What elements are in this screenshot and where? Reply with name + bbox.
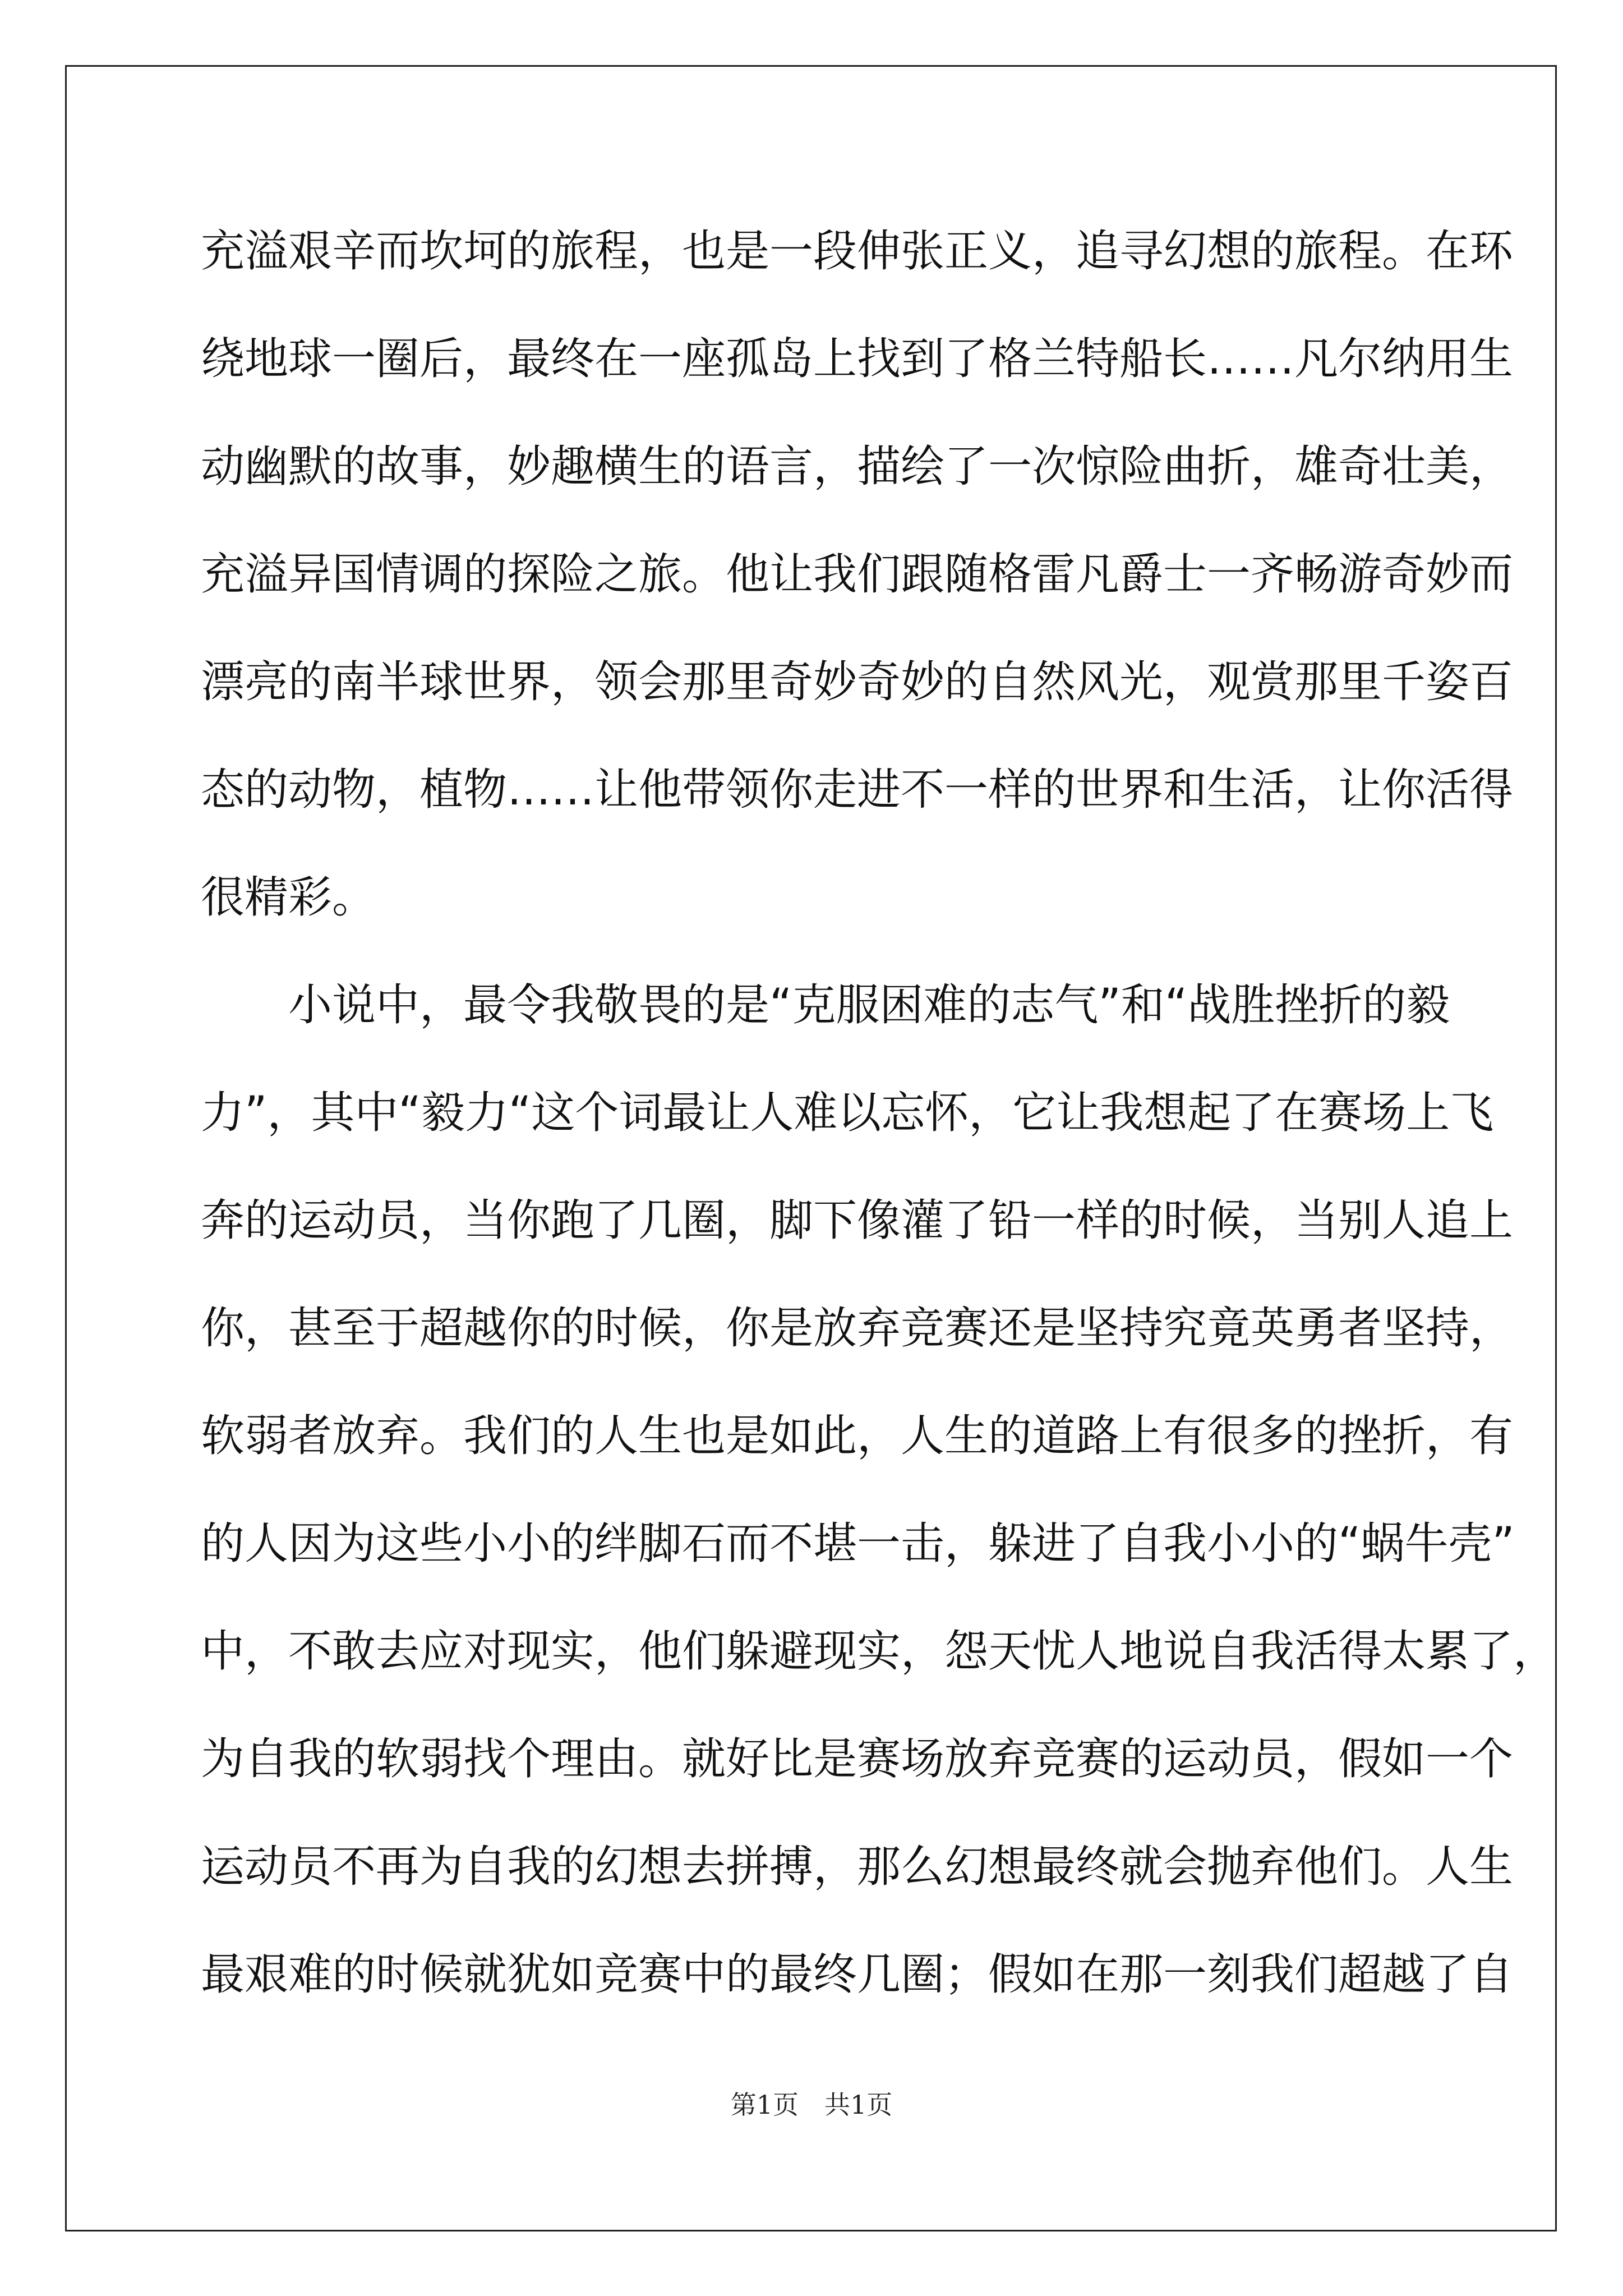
text-line: 动幽默的故事，妙趣横生的语言，描绘了一次惊险曲折，雄奇壮美，	[201, 441, 1514, 492]
text-line: 为自我的软弱找个理由。就好比是赛场放弃竞赛的运动员，假如一个	[201, 1734, 1514, 1784]
text-line: 的人因为这些小小的绊脚石而不堪一击，躲进了自我小小的“蜗牛壳”	[201, 1519, 1515, 1569]
page-number: 第1页 共1页	[730, 2090, 893, 2120]
text-line: 漂亮的南半球世界，领会那里奇妙奇妙的自然风光，观赏那里千姿百	[201, 657, 1514, 707]
text-line: 小说中，最令我敬畏的是“克服困难的志气”和“战胜挫折的毅	[288, 980, 1450, 1030]
text-line: 最艰难的时候就犹如竞赛中的最终几圈；假如在那一刻我们超越了自	[201, 1949, 1514, 2000]
document-body	[201, 218, 1557, 2049]
text-line: 充溢艰辛而坎坷的旅程，也是一段伸张正义，追寻幻想的旅程。在环	[201, 226, 1514, 277]
text-line: 运动员不再为自我的幻想去拼搏，那么幻想最终就会抛弃他们。人生	[201, 1842, 1514, 1892]
text-line: 很精彩。	[201, 872, 376, 923]
text-line: 你，甚至于超越你的时候，你是放弃竞赛还是坚持究竟英勇者坚持，	[201, 1303, 1514, 1354]
paragraph-2	[201, 972, 1557, 2049]
text-line: 充溢异国情调的探险之旅。他让我们跟随格雷凡爵士一齐畅游奇妙而	[201, 549, 1514, 600]
text-line: 态的动物，植物……让他带领你走进不一样的世界和生活，让你活得	[201, 765, 1514, 815]
text-line: 中，不敢去应对现实，他们躲避现实，怨天忧人地说自我活得太累了，	[201, 1626, 1557, 1677]
text-line: 绕地球一圈后，最终在一座孤岛上找到了格兰特船长……凡尔纳用生	[201, 334, 1514, 384]
text-line: 软弱者放弃。我们的人生也是如此，人生的道路上有很多的挫折，有	[201, 1411, 1514, 1461]
text-line: 力”，其中“毅力“这个词最让人难以忘怀，它让我想起了在赛场上飞	[201, 1088, 1494, 1138]
paragraph-1	[201, 218, 1514, 972]
text-line: 奔的运动员，当你跑了几圈，脚下像灌了铅一样的时候，当别人追上	[201, 1195, 1514, 1246]
